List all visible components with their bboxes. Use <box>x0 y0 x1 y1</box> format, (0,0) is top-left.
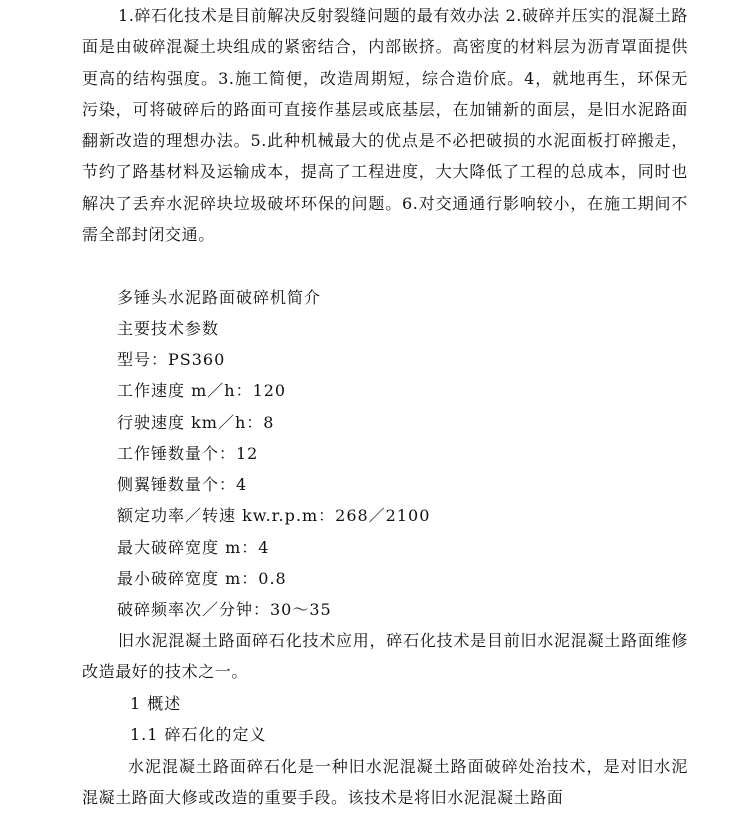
definition-paragraph: 水泥混凝土路面碎石化是一种旧水泥混凝土路面破碎处治技术，是对旧水泥混凝土路面大修或改造的重要手段。该技术是将旧水泥混凝土路面 <box>82 757 688 808</box>
param-max-width: 最大破碎宽度 m：4 <box>117 538 270 557</box>
application-paragraph: 旧水泥混凝土路面碎石化技术应用，碎石化技术是目前旧水泥混凝土路面维修改造最好的技术之一。 <box>82 631 688 682</box>
param-hammer-count: 工作锤数量个：12 <box>117 444 259 463</box>
params-title: 主要技术参数 <box>117 319 220 338</box>
param-wing-hammer-count: 侧翼锤数量个：4 <box>117 475 248 494</box>
machine-title: 多锤头水泥路面破碎机简介 <box>117 288 322 307</box>
section-heading-1: 1 概述 <box>130 694 182 713</box>
param-travel-speed: 行驶速度 km／h：8 <box>117 413 275 432</box>
param-min-width: 最小破碎宽度 m：0.8 <box>117 569 287 588</box>
section-heading-1-1: 1.1 碎石化的定义 <box>130 725 267 744</box>
param-work-speed: 工作速度 m／h：120 <box>117 381 287 400</box>
param-rated-power: 额定功率／转速 kw.r.p.m：268／2100 <box>117 506 431 525</box>
param-frequency: 破碎频率次／分钟：30～35 <box>117 600 332 619</box>
param-model: 型号：PS360 <box>117 350 226 369</box>
intro-paragraph: 1.碎石化技术是目前解决反射裂缝问题的最有效办法 2.破碎并压实的混凝土路面是由破碎混凝土块组成的紧密结合，内部嵌挤。高密度的材料层为沥青罩面提供更高的结构强度。3.施工简便，改造周期短，综合造价底。4，就地再生，环保无污染，可将破碎后的路面可直接作基层或底基层，在加铺新的面层，是旧水泥路面翻新改造的理想办法。5.此种机械最大的优点是不必把破损的水泥面板打碎搬走，节约了路基材料及运输成本，提高了工程进度，大大降低了工程的总成本，同时也解决了丢弃水泥碎块垃圾破坏环保的问题。6.对交通通行影响较小，在施工期间不需全部封闭交通。 <box>82 6 688 245</box>
